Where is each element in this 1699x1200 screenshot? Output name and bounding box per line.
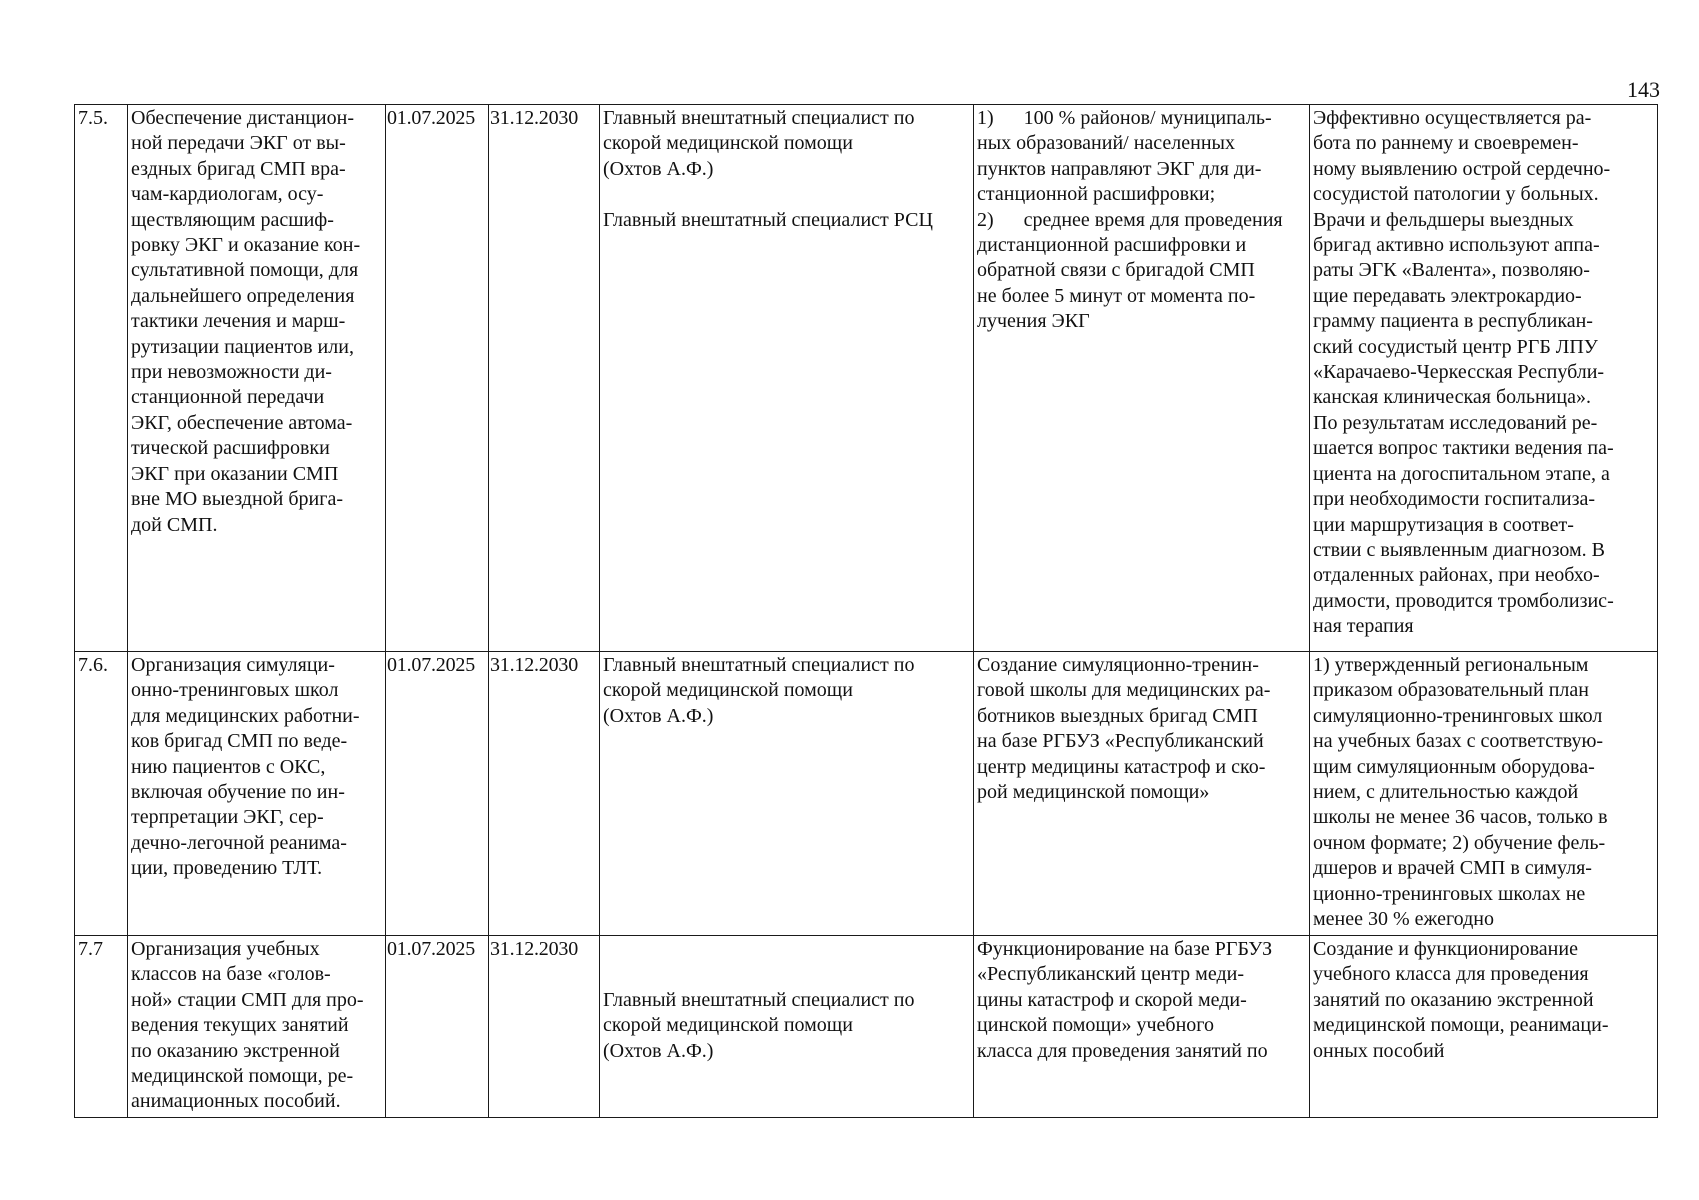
result-line: отдаленных районах, при необхо- bbox=[1313, 564, 1600, 587]
responsible-line: Главный внештатный специалист по bbox=[603, 107, 915, 129]
indicator-line bbox=[977, 106, 1306, 131]
plan-table bbox=[74, 104, 1658, 1118]
indicator-line: класса для проведения занятий по bbox=[977, 1039, 1268, 1062]
activity-line: ровку ЭКГ и оказание кон- bbox=[131, 234, 361, 257]
responsible-cell bbox=[600, 652, 974, 936]
table-row bbox=[75, 936, 1658, 1118]
indicator-cell bbox=[974, 936, 1310, 1118]
responsible-cell bbox=[600, 936, 974, 1118]
activity-line: классов на базе «голов- bbox=[131, 963, 331, 986]
indicator-text: 100 % районов/ муниципаль- bbox=[1023, 107, 1272, 129]
result-line: онных пособий bbox=[1313, 1039, 1445, 1062]
activity-line: нию пациентов с ОКС, bbox=[131, 755, 326, 778]
result-line: приказом образовательный план bbox=[1313, 679, 1589, 702]
activity-cell bbox=[128, 936, 386, 1118]
activity-cell bbox=[128, 652, 386, 936]
result-line: щие передавать электрокардио- bbox=[1313, 284, 1582, 307]
indicator-line: Создание симуляционно-тренин- bbox=[977, 654, 1259, 676]
row-number: 7.7 bbox=[75, 936, 128, 1118]
start-date: 01.07.2025 bbox=[386, 936, 489, 1118]
result-line: занятий по оказанию экстренной bbox=[1313, 988, 1594, 1011]
table-row bbox=[75, 652, 1658, 936]
table-row bbox=[75, 105, 1658, 652]
responsible-line: Главный внештатный специалист РСЦ bbox=[603, 208, 933, 231]
result-line: медицинской помощи, реанимаци- bbox=[1313, 1014, 1609, 1037]
activity-line: ции, проведению ТЛТ. bbox=[131, 857, 323, 880]
indicator-line: лучения ЭКГ bbox=[977, 310, 1090, 333]
spacer bbox=[603, 962, 970, 987]
activity-line: ЭКГ при оказании СМП bbox=[131, 462, 339, 485]
spacer bbox=[603, 182, 970, 207]
activity-cell bbox=[128, 105, 386, 652]
result-cell bbox=[1310, 105, 1658, 652]
result-line: ский сосудистый центр РГБ ЛПУ bbox=[1313, 335, 1598, 358]
indicator-line: Функционирование на базе РГБУЗ bbox=[977, 938, 1273, 960]
page-number: 143 bbox=[1627, 77, 1660, 102]
row-number: 7.6. bbox=[75, 652, 128, 936]
result-line: По результатам исследований ре- bbox=[1313, 411, 1598, 434]
activity-line: дальнейшего определения bbox=[131, 284, 355, 307]
result-line: Создание и функционирование bbox=[1313, 938, 1578, 960]
indicator-cell bbox=[974, 105, 1310, 652]
spacer bbox=[603, 937, 970, 962]
result-cell bbox=[1310, 936, 1658, 1118]
indicator-item-number: 1) bbox=[977, 107, 994, 129]
result-line: на учебных базах с соответствую- bbox=[1313, 730, 1604, 753]
result-line: школы не менее 36 часов, только в bbox=[1313, 806, 1608, 829]
activity-line: дой СМП. bbox=[131, 513, 218, 536]
start-date: 01.07.2025 bbox=[386, 652, 489, 936]
activity-line: вне МО выездной брига- bbox=[131, 488, 343, 511]
indicator-line: «Республиканский центр меди- bbox=[977, 963, 1244, 986]
activity-line: ков бригад СМП по веде- bbox=[131, 730, 348, 753]
result-line: щим симуляционным оборудова- bbox=[1313, 755, 1595, 778]
result-line: грамму пациента в республикан- bbox=[1313, 310, 1593, 333]
activity-line: онно-тренинговых школ bbox=[131, 679, 339, 702]
responsible-cell bbox=[600, 105, 974, 652]
indicator-line: не более 5 минут от момента по- bbox=[977, 284, 1256, 307]
result-line: «Карачаево-Черкесская Республи- bbox=[1313, 361, 1605, 384]
result-line: нием, с длительностью каждой bbox=[1313, 781, 1579, 804]
responsible-line: (Охтов А.Ф.) bbox=[603, 704, 714, 727]
activity-line: ществляющим расшиф- bbox=[131, 208, 334, 231]
result-line: раты ЭГК «Валента», позволяю- bbox=[1313, 259, 1590, 282]
indicator-cell bbox=[974, 652, 1310, 936]
indicator-line: дистанционной расшифровки и bbox=[977, 234, 1247, 257]
indicator-line: обратной связи с бригадой СМП bbox=[977, 259, 1255, 282]
indicator-line: ботников выездных бригад СМП bbox=[977, 704, 1258, 727]
result-line: симуляционно-тренинговых школ bbox=[1313, 704, 1603, 727]
activity-line: рутизации пациентов или, bbox=[131, 335, 354, 358]
activity-line: Организация учебных bbox=[131, 938, 320, 960]
start-date: 01.07.2025 bbox=[386, 105, 489, 652]
result-line: бота по раннему и своевремен- bbox=[1313, 132, 1579, 155]
responsible-line: Главный внештатный специалист по bbox=[603, 988, 915, 1011]
end-date: 31.12.2030 bbox=[489, 105, 600, 652]
activity-line: сультативной помощи, для bbox=[131, 259, 359, 282]
row-number: 7.5. bbox=[75, 105, 128, 652]
end-date: 31.12.2030 bbox=[489, 936, 600, 1118]
activity-line: терпретации ЭКГ, сер- bbox=[131, 806, 324, 829]
indicator-line: цины катастроф и скорой меди- bbox=[977, 988, 1247, 1011]
indicator-text: среднее время для проведения bbox=[1023, 208, 1283, 231]
activity-line: станционной передачи bbox=[131, 386, 325, 409]
indicator-line: станционной расшифровки; bbox=[977, 183, 1216, 206]
indicator-line: пунктов направляют ЭКГ для ди- bbox=[977, 157, 1262, 180]
result-line: циента на догоспитальном этапе, а bbox=[1313, 462, 1610, 485]
responsible-line: скорой медицинской помощи bbox=[603, 132, 853, 155]
responsible-line: скорой медицинской помощи bbox=[603, 679, 853, 702]
result-line: ствии с выявленным диагнозом. В bbox=[1313, 538, 1606, 561]
activity-line: включая обучение по ин- bbox=[131, 781, 345, 804]
activity-line: дечно-легочной реанима- bbox=[131, 831, 347, 854]
indicator-item-number: 2) bbox=[977, 208, 994, 231]
result-cell bbox=[1310, 652, 1658, 936]
result-line: канская клиническая больница». bbox=[1313, 386, 1591, 409]
responsible-line: (Охтов А.Ф.) bbox=[603, 1039, 714, 1062]
result-line: учебного класса для проведения bbox=[1313, 963, 1589, 986]
activity-line: для медицинских работни- bbox=[131, 704, 360, 727]
indicator-line: говой школы для медицинских ра- bbox=[977, 679, 1271, 702]
activity-line: ной» стации СМП для про- bbox=[131, 988, 364, 1011]
activity-line: Обеспечение дистанцион- bbox=[131, 107, 354, 129]
indicator-line: цинской помощи» учебного bbox=[977, 1014, 1214, 1037]
responsible-line: скорой медицинской помощи bbox=[603, 1014, 853, 1037]
result-line: Врачи и фельдшеры выездных bbox=[1313, 208, 1574, 231]
activity-line: тической расшифровки bbox=[131, 437, 330, 460]
activity-line: ведения текущих занятий bbox=[131, 1014, 349, 1037]
responsible-line: Главный внештатный специалист по bbox=[603, 654, 915, 676]
result-line: бригад активно используют аппа- bbox=[1313, 234, 1600, 257]
result-line: сосудистой патологии у больных. bbox=[1313, 183, 1599, 206]
result-line: димости, проводится тромболизис- bbox=[1313, 589, 1614, 612]
activity-line: анимационных пособий. bbox=[131, 1090, 341, 1113]
result-line: 1) утвержденный региональным bbox=[1313, 654, 1589, 676]
end-date: 31.12.2030 bbox=[489, 652, 600, 936]
result-line: при необходимости госпитализа- bbox=[1313, 488, 1596, 511]
activity-line: Организация симуляци- bbox=[131, 654, 335, 676]
result-line: Эффективно осуществляется ра- bbox=[1313, 107, 1592, 129]
activity-line: ной передачи ЭКГ от вы- bbox=[131, 132, 346, 155]
result-line: очном формате; 2) обучение фель- bbox=[1313, 831, 1606, 854]
result-line: менее 30 % ежегодно bbox=[1313, 908, 1494, 931]
activity-line: медицинской помощи, ре- bbox=[131, 1065, 354, 1088]
result-line: ному выявлению острой сердечно- bbox=[1313, 157, 1611, 180]
indicator-line bbox=[977, 208, 1306, 233]
responsible-line: (Охтов А.Ф.) bbox=[603, 157, 714, 180]
activity-line: тактики лечения и марш- bbox=[131, 310, 346, 333]
result-line: ная терапия bbox=[1313, 615, 1414, 638]
indicator-line: рой медицинской помощи» bbox=[977, 781, 1210, 804]
result-line: шается вопрос тактики ведения па- bbox=[1313, 437, 1614, 460]
indicator-line: на базе РГБУЗ «Республиканский bbox=[977, 730, 1264, 753]
activity-line: при невозможности ди- bbox=[131, 361, 332, 384]
result-line: ции маршрутизация в соответ- bbox=[1313, 513, 1574, 536]
activity-line: ЭКГ, обеспечение автома- bbox=[131, 411, 353, 434]
activity-line: чам-кардиологам, осу- bbox=[131, 183, 324, 206]
activity-line: по оказанию экстренной bbox=[131, 1039, 340, 1062]
activity-line: ездных бригад СМП вра- bbox=[131, 157, 346, 180]
result-line: ционно-тренинговых школах не bbox=[1313, 882, 1586, 905]
indicator-line: ных образований/ населенных bbox=[977, 132, 1235, 155]
result-line: дшеров и врачей СМП в симуля- bbox=[1313, 857, 1592, 880]
indicator-line: центр медицины катастроф и ско- bbox=[977, 755, 1266, 778]
